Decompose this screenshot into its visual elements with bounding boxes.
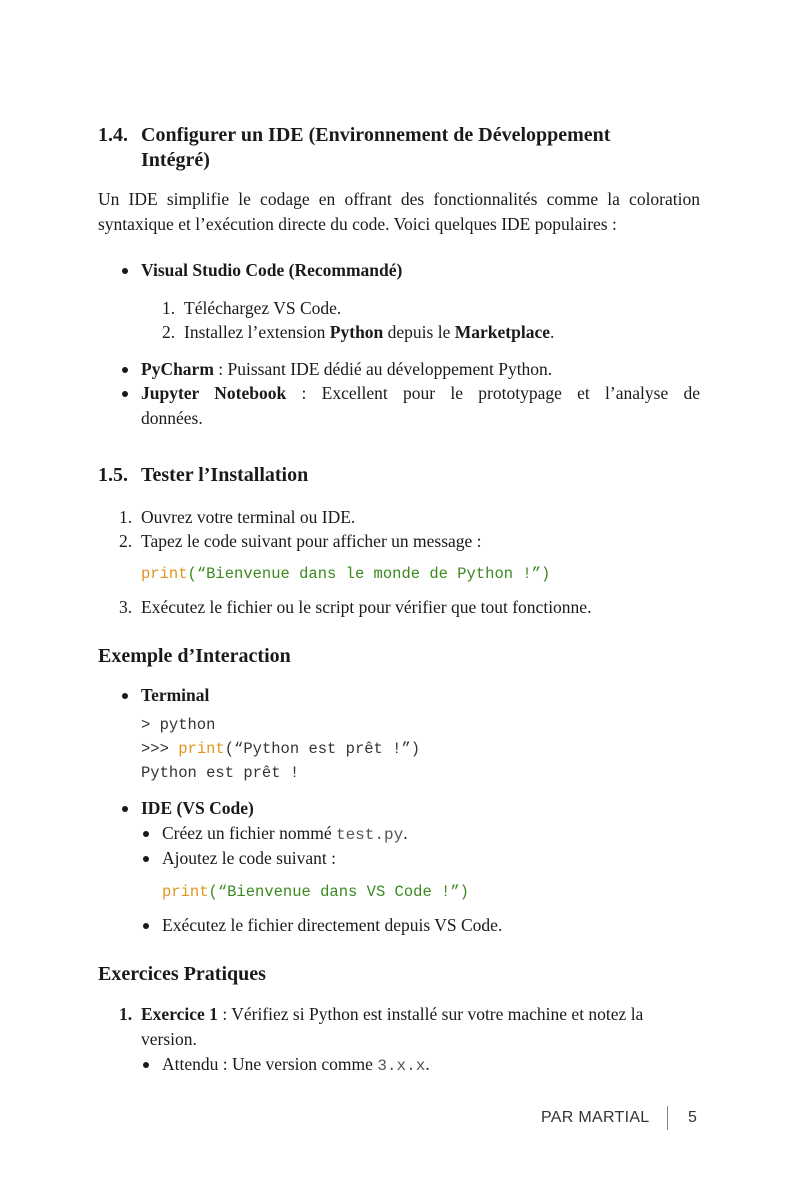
install-step-1: Ouvrez votre terminal ou IDE. (141, 507, 356, 527)
footer-divider (667, 1106, 668, 1130)
section-title: Configurer un IDE (Environnement de Développement Intégré) (141, 124, 611, 171)
section-1-5-heading (98, 463, 700, 488)
ide-item-3: Exécutez le fichier directement depuis VS Code. (162, 913, 502, 938)
exemple-heading: Exemple d’Interaction (98, 645, 291, 667)
section-number: 1.4. (98, 124, 128, 146)
bullet-vscode: Visual Studio Code (Recommandé) (141, 258, 402, 283)
page-number: 5 (688, 1109, 698, 1126)
section-1-4-intro: Un IDE simplifie le codage en offrant des fonctionnalités comme la coloration syntaxique et l’exécution directe du code. Voici quelques IDE populaires : (98, 189, 700, 234)
vscode-step-1: Téléchargez VS Code. (184, 298, 342, 318)
exercices-heading: Exercices Pratiques (98, 963, 266, 985)
exercice-1: Exercice 1 : Vérifiez si Python est installé sur votre machine et notez la (141, 1004, 644, 1024)
install-step-3: Exécutez le fichier ou le script pour vérifier que tout fonctionne. (141, 597, 592, 617)
bullet-jupyter: Jupyter Notebook : Excellent pour le prototypage et l’analyse de (141, 381, 700, 406)
code-snippet-vscode: print(“Bienvenue dans VS Code !”) (162, 883, 469, 901)
section-1-4-heading (98, 123, 700, 173)
section-number: 1.5. (98, 464, 128, 486)
exercice-1-expected: Attendu : Une version comme 3.x.x. (162, 1052, 430, 1079)
exercice-1-cont: version. (141, 1029, 197, 1049)
bullet-ide-vscode: IDE (VS Code) (141, 796, 254, 821)
vscode-step-2: Installez l’extension Python depuis le Marketplace. (184, 322, 555, 342)
ide-item-2: Ajoutez le code suivant : (162, 846, 336, 871)
bullet-jupyter-cont: données. (141, 408, 203, 428)
install-step-2: Tapez le code suivant pour afficher un message : (141, 531, 482, 551)
footer-author: PAR MARTIAL (541, 1109, 650, 1126)
bullet-terminal: Terminal (141, 683, 209, 708)
section-title: Tester l’Installation (141, 464, 309, 486)
ide-item-1: Créez un fichier nommé test.py. (162, 821, 408, 848)
code-snippet-print: print(“Bienvenue dans le monde de Python !”) (141, 565, 551, 583)
bullet-pycharm: PyCharm : Puissant IDE dédié au développement Python. (141, 357, 552, 382)
terminal-session: > python >>> print(“Python est prêt !”) Python est prêt ! (141, 716, 421, 782)
